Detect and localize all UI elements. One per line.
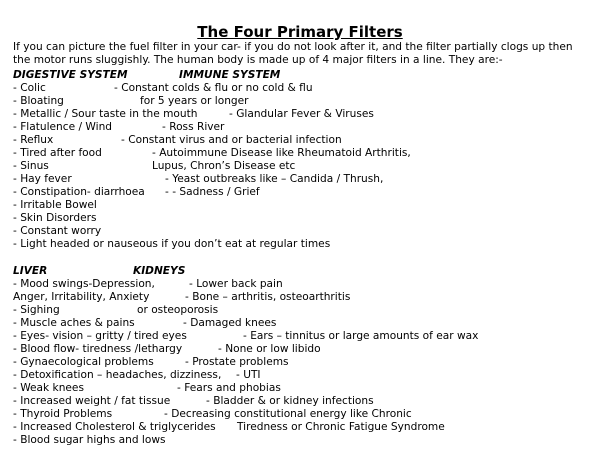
heading-kidneys: KIDNEYS xyxy=(133,265,186,277)
list-item: Tiredness or Chronic Fatigue Syndrome xyxy=(237,421,445,433)
list-item: - Fears and phobias xyxy=(177,382,281,394)
list-item: - Irritable Bowel xyxy=(13,199,97,211)
page-title: The Four Primary Filters xyxy=(197,23,403,41)
list-item: - - Sadness / Grief xyxy=(165,186,260,198)
list-item: Anger, Irritability, Anxiety xyxy=(13,291,150,303)
list-item: - Colic xyxy=(13,82,46,94)
list-item: - Constipation- diarrhoea xyxy=(13,186,145,198)
list-item: - Sinus xyxy=(13,160,49,172)
list-item: - Increased weight / fat tissue xyxy=(13,395,171,407)
list-item: - Decreasing constitutional energy like Chronic xyxy=(164,408,412,420)
list-item: - Autoimmune Disease like Rheumatoid Arthritis, xyxy=(152,147,411,159)
list-item: - Glandular Fever & Viruses xyxy=(229,108,374,120)
heading-immune-system: IMMUNE SYSTEM xyxy=(179,69,281,81)
list-item: - Eyes- vision – gritty / tired eyes xyxy=(13,330,187,342)
list-item: - Blood sugar highs and lows xyxy=(13,434,166,446)
list-item: - Detoxification – headaches, dizziness, xyxy=(13,369,222,381)
list-item: - Weak knees xyxy=(13,382,84,394)
list-item: - Bloating xyxy=(13,95,64,107)
list-item: - Muscle aches & pains xyxy=(13,317,135,329)
heading-liver: LIVER xyxy=(13,265,48,277)
list-item: - Blood flow- tiredness /lethargy xyxy=(13,343,183,355)
list-item: - Hay fever xyxy=(13,173,72,185)
list-item: Lupus, Chron’s Disease etc xyxy=(152,160,296,172)
list-item: - Constant worry xyxy=(13,225,102,237)
list-item: - Damaged knees xyxy=(183,317,277,329)
list-item: - Ross River xyxy=(162,121,225,133)
list-item: - Ears – tinnitus or large amounts of ear wax xyxy=(243,330,479,342)
list-item: - Reflux xyxy=(13,134,54,146)
list-item: - Constant colds & flu or no cold & flu xyxy=(114,82,313,94)
list-item: - Yeast outbreaks like – Candida / Thrush, xyxy=(165,173,384,185)
list-item: - Bladder & or kidney infections xyxy=(206,395,374,407)
list-item: or osteoporosis xyxy=(137,304,219,316)
heading-digestive-system: DIGESTIVE SYSTEM xyxy=(13,69,128,81)
list-item: - Metallic / Sour taste in the mouth xyxy=(13,108,198,120)
list-item: - UTI xyxy=(236,369,261,381)
list-item: - Lower back pain xyxy=(189,278,283,290)
list-item: - Constant virus and or bacterial infection xyxy=(121,134,342,146)
list-item: - None or low libido xyxy=(218,343,321,355)
list-item: - Increased Cholesterol & triglycerides xyxy=(13,421,216,433)
list-item: - Sighing xyxy=(13,304,60,316)
list-item: - Tired after food xyxy=(13,147,102,159)
list-item: - Skin Disorders xyxy=(13,212,97,224)
list-item: - Light headed or nauseous if you don’t eat at regular times xyxy=(13,238,331,250)
list-item: - Prostate problems xyxy=(185,356,289,368)
list-item: - Flatulence / Wind xyxy=(13,121,113,133)
list-item: for 5 years or longer xyxy=(140,95,249,107)
list-item: - Mood swings-Depression, xyxy=(13,278,155,290)
intro-paragraph: If you can picture the fuel filter in your car- if you do not look after it, and the filter partially clogs up then the motor runs sluggishly. The human body is made up of 4 major filters in a line. They are:- xyxy=(13,41,573,67)
list-item: - Gynaecological problems xyxy=(13,356,154,368)
list-item: - Bone – arthritis, osteoarthritis xyxy=(185,291,351,303)
list-item: - Thyroid Problems xyxy=(13,408,113,420)
